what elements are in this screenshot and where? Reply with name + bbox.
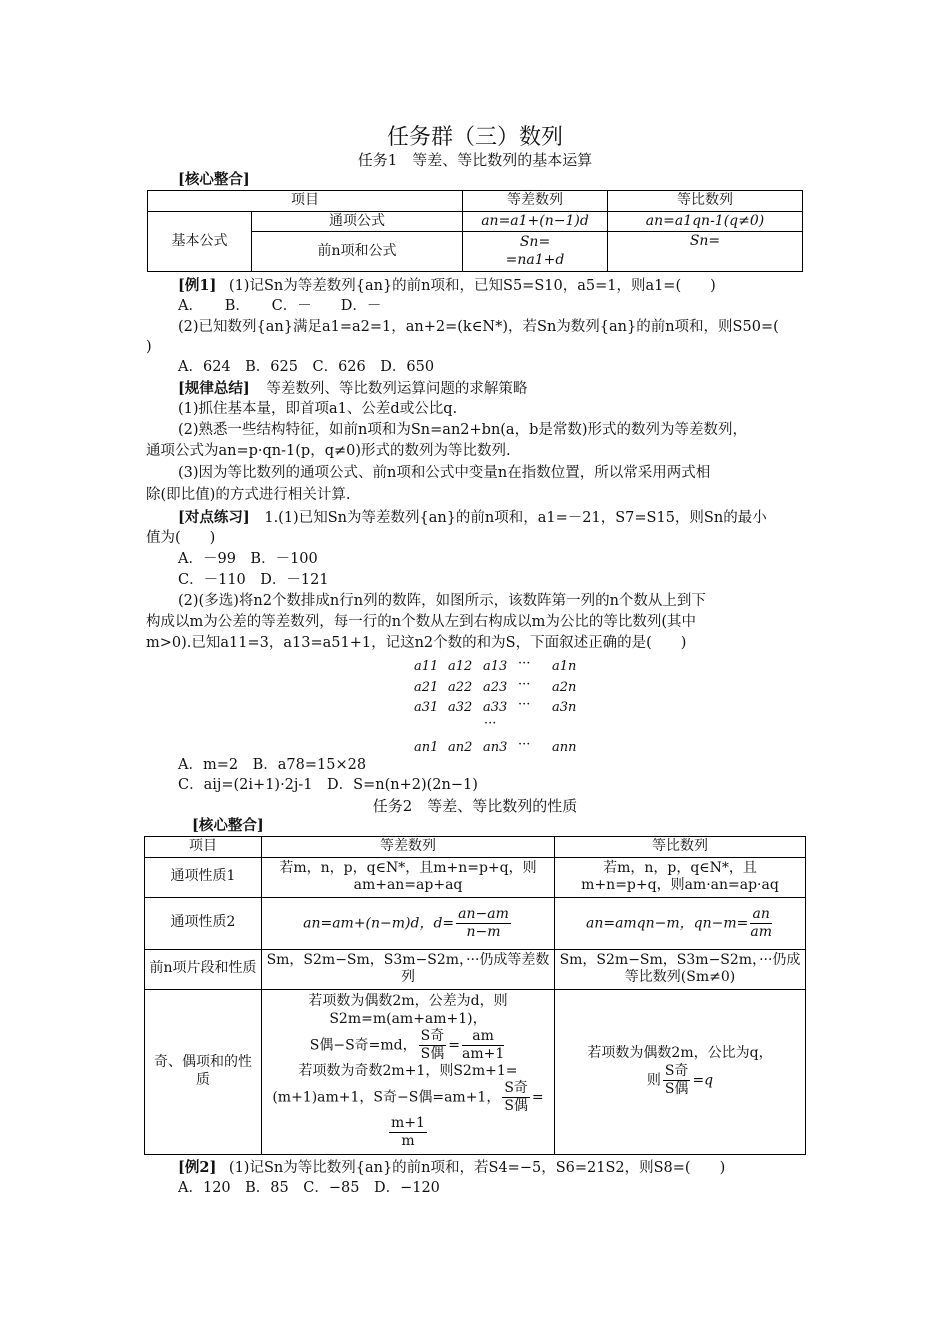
matrix-cell: a3n xyxy=(552,700,577,715)
t2-r4-geo-frac xyxy=(663,1063,691,1098)
t2-r1-geo: 若m，n，p，q∈N*，且m+n=p+q，则am·an=ap·aq xyxy=(555,857,806,897)
matrix-cell: an2 xyxy=(448,740,473,755)
t2-r4-geo-1: 若项数为偶数2m，公比为q， xyxy=(587,1045,773,1062)
matrix-cell: a32 xyxy=(448,700,473,715)
frac-den: S偶 xyxy=(664,1080,689,1097)
matrix-mid-dots: ··· xyxy=(484,716,497,731)
frac-den: S偶 xyxy=(420,1046,445,1063)
row1-arith: an=a1+(n−1)d xyxy=(463,211,608,232)
t2-r4-arith-3: 若项数为奇数2m+1，则S2m+1=(m+1)am+1，S奇−S偶=am+1， xyxy=(272,1062,518,1106)
matrix-cell: a13 xyxy=(483,659,508,674)
frac-num: m+1 xyxy=(391,1115,425,1132)
summary-1: (1)抓住基本量，即首项a1、公差d或公比q. xyxy=(178,401,458,417)
col-geo: 等比数列 xyxy=(608,191,803,212)
summary-2a: (2)熟悉一些结构特征，如前n项和为Sn=an2+bn(a，b是常数)形式的数列为等差数列， xyxy=(178,422,748,438)
t2-r4-geo-tail: =q xyxy=(692,1072,714,1089)
matrix-cell: an1 xyxy=(414,740,439,755)
t2-r4-arith-1: 若项数为偶数2m，公差为d，则S2m=m(am+am+1)， xyxy=(308,993,508,1027)
t2-r1-label: 通项性质1 xyxy=(145,857,262,897)
t2-r4-label: 奇、偶项和的性质 xyxy=(145,989,262,1154)
summary-3a: (3)因为等比数列的通项公式、前n项和公式中变量n在指数位置，所以常采用两式相 xyxy=(178,465,711,481)
example1-q1-options: A． B． C．－ D．－ xyxy=(178,298,382,314)
matrix-cell: a1n xyxy=(552,659,577,674)
frac-den: am+1 xyxy=(461,1046,505,1063)
matrix-cell: a22 xyxy=(448,680,473,695)
t2-r2-arith-frac xyxy=(456,906,511,941)
practice-2-options-ab: A．m=2 B．a78=15×28 xyxy=(178,757,367,773)
example1-q2-tail: ) xyxy=(146,339,152,355)
practice-2c: m>0).已知a11=3，a13=a51+1，记这n2个数的和为S，下面叙述正确的是( ) xyxy=(146,635,687,651)
matrix-cell: ··· xyxy=(518,656,531,671)
core-label-2: [核心整合] xyxy=(192,817,264,834)
matrix-cell: an3 xyxy=(483,740,508,755)
task1-heading: 任务1 等差、等比数列的基本运算 xyxy=(357,151,593,169)
frac-num: S奇 xyxy=(504,1080,528,1097)
example2 xyxy=(178,1160,725,1177)
t2-r4-arith-3-frac2 xyxy=(389,1115,427,1150)
col-item: 项目 xyxy=(148,191,463,212)
frac-num: S奇 xyxy=(420,1028,445,1045)
summary-3b: 除(即比值)的方式进行相关计算. xyxy=(146,487,351,503)
practice-1b: 值为( ) xyxy=(146,530,216,546)
practice-1-options-cd: C．－110 D．－121 xyxy=(178,572,329,588)
summary-heading xyxy=(178,381,527,398)
summary-title: 等差数列、等比数列运算问题的求解策略 xyxy=(266,381,528,397)
t2-r4-arith-2-frac2 xyxy=(462,1028,504,1063)
row1-geo: an=a1qn-1(q≠0) xyxy=(608,211,803,232)
matrix-cell: a2n xyxy=(552,680,577,695)
t2-r4-eq2: = xyxy=(531,1089,544,1106)
example1-q1: (1)记Sn为等差数列{an}的前n项和，已知S5=S10，a5=1，则a1=( ) xyxy=(228,278,716,294)
t2-r3-label: 前n项片段和性质 xyxy=(145,949,262,989)
matrix-cell: ··· xyxy=(518,677,531,692)
practice-1-options-ab: A．－99 B．－100 xyxy=(178,551,318,567)
summary-2b: 通项公式为an=p·qn-1(p，q≠0)形式的数列为等比数列. xyxy=(146,443,511,459)
matrix-cell: ··· xyxy=(518,737,531,752)
example1 xyxy=(178,278,716,295)
t2-r4-geo-2: 则 xyxy=(646,1072,661,1089)
practice-2a: (2)(多选)将n2个数排成n行n列的数阵，如图所示，该数阵第一列的n个数从上到下 xyxy=(178,593,706,609)
t2-r4-arith-2-frac xyxy=(419,1028,447,1063)
frac-num: an−am xyxy=(458,905,509,922)
matrix-cell: a33 xyxy=(483,700,508,715)
t2-r3-arith: Sm，S2m−Sm，S3m−S2m，···仍成等差数列 xyxy=(262,949,555,989)
page-title: 任务群（三）数列 xyxy=(386,125,563,150)
t2-col-item: 项目 xyxy=(145,837,262,858)
task2-heading: 任务2 等差、等比数列的性质 xyxy=(372,797,578,815)
practice-2b: 构成以m为公差的等差数列，每一行的n个数从左到右构成以m为公比的等比数列(其中 xyxy=(146,614,696,630)
matrix-cell: a11 xyxy=(414,659,439,674)
example1-q2: (2)已知数列{an}满足a1=a2=1，an+2=(k∈N*)，若Sn为数列{an}的前n项和，则S50=( xyxy=(178,319,779,335)
practice-2-options-cd: C．aij=(2i+1)·2j-1 D．S=n(n+2)(2n−1) xyxy=(178,777,478,793)
t2-r4-arith-2: S偶−S奇=md， xyxy=(309,1037,417,1054)
frac-num: am xyxy=(462,1028,504,1046)
practice-1a: 1.(1)已知Sn为等差数列{an}的前n项和，a1=－21，S7=S15，则Sn的最小 xyxy=(264,510,767,526)
matrix-cell: ann xyxy=(552,740,577,755)
row2-label: 前n项和公式 xyxy=(252,232,463,272)
core-label-1: [核心整合] xyxy=(178,171,250,188)
summary-label: [规律总结] xyxy=(178,380,250,397)
matrix-cell: a12 xyxy=(448,659,473,674)
t2-col-arith: 等差数列 xyxy=(262,837,555,858)
example2-label: [例2] xyxy=(178,1159,217,1176)
t2-r4-arith-3-frac xyxy=(502,1080,530,1115)
t2-r2-geo: an=amqn−m，qn−m= xyxy=(585,915,749,931)
frac-den: S偶 xyxy=(504,1098,528,1115)
practice-1a-line xyxy=(178,510,767,527)
row2-geo: Sn= xyxy=(608,232,803,272)
t2-r2-geo-frac xyxy=(750,906,772,941)
t2-r4-eq: = xyxy=(448,1037,460,1054)
example1-label: [例1] xyxy=(178,277,217,294)
row2-arith-a: Sn= xyxy=(519,234,551,250)
matrix-cell: a23 xyxy=(483,680,508,695)
matrix-cell: a31 xyxy=(414,700,439,715)
example1-q2-options: A．624 B．625 C．626 D．650 xyxy=(178,359,435,375)
property-table xyxy=(144,836,806,1155)
matrix-cell: ··· xyxy=(518,697,531,712)
frac-num: S奇 xyxy=(664,1062,689,1079)
frac-den: m xyxy=(401,1132,415,1149)
t2-r1-arith: 若m，n，p，q∈N*，且m+n=p+q，则am+an=ap+aq xyxy=(262,857,555,897)
practice-label: [对点练习] xyxy=(178,509,250,526)
t2-r3-geo: Sm，S2m−Sm，S3m−S2m，···仍成等比数列(Sm≠0) xyxy=(555,949,806,989)
frac-den: n−m xyxy=(466,923,501,940)
formula-table xyxy=(147,190,803,272)
example2-q1: (1)记Sn为等比数列{an}的前n项和，若S4=−5，S6=21S2，则S8=( ) xyxy=(228,1160,726,1176)
row-group-label: 基本公式 xyxy=(148,211,252,272)
row2-arith-b: =na1+d xyxy=(505,251,565,268)
example2-options: A．120 B．85 C．−85 D．−120 xyxy=(178,1180,440,1196)
t2-col-geo: 等比数列 xyxy=(555,837,806,858)
t2-r2-arith: an=am+(n−m)d，d= xyxy=(303,915,455,931)
frac-num: an xyxy=(750,906,772,924)
frac-den: am xyxy=(750,923,773,940)
t2-r2-label: 通项性质2 xyxy=(145,897,262,949)
matrix-cell: a21 xyxy=(414,680,439,695)
col-arith: 等差数列 xyxy=(463,191,608,212)
row1-label: 通项公式 xyxy=(252,211,463,232)
